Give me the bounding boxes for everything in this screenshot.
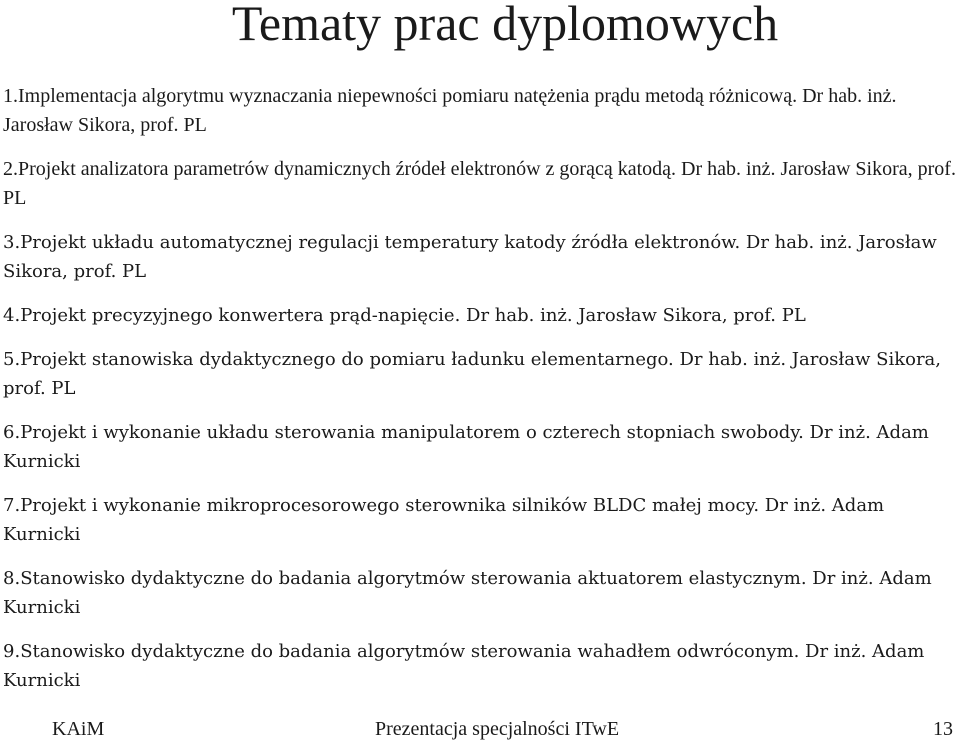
item-text: Projekt i wykonanie mikroprocesorowego sterownika silników BLDC małej mocy. Dr inż. Adam Kurnicki [3, 495, 885, 545]
list-item [3, 345, 958, 403]
list-item [3, 418, 958, 476]
item-text: Stanowisko dydaktyczne do badania algorytmów sterowania wahadłem odwróconym. Dr inż. Adam Kurnicki [3, 641, 925, 691]
item-number: 3. [3, 232, 21, 253]
page-number: 13 [933, 718, 953, 740]
list-item [3, 491, 958, 549]
item-number: 9. [3, 641, 21, 662]
item-text: Projekt układu automatycznej regulacji temperatury katody źródła elektronów. Dr hab. inż. Jarosław Sikora, prof. PL [3, 232, 937, 282]
list-item [3, 228, 958, 286]
item-text: Projekt analizatora parametrów dynamicznych źródeł elektronów z gorącą katodą. Dr hab. inż. Jarosław Sikora, prof. PL [3, 158, 956, 209]
item-number: 8. [3, 568, 21, 589]
thesis-topic-list [3, 82, 958, 710]
item-number: 7. [3, 495, 21, 516]
item-text: Projekt precyzyjnego konwertera prąd-napięcie. Dr hab. inż. Jarosław Sikora, prof. PL [20, 305, 806, 326]
item-text: Implementacja algorytmu wyznaczania niepewności pomiaru natężenia prądu metodą różnicową. Dr hab. inż. Jarosław Sikora, prof. PL [3, 85, 897, 136]
slide-footer [0, 715, 960, 743]
item-number: 2. [3, 158, 18, 180]
list-item [3, 301, 958, 330]
footer-department: KAiM [52, 718, 105, 740]
page-title: Tematy prac dyplomowych [231, 0, 779, 51]
list-item [3, 637, 958, 695]
list-item [3, 82, 958, 140]
item-number: 5. [3, 349, 21, 370]
list-item [3, 564, 958, 622]
item-text: Stanowisko dydaktyczne do badania algorytmów sterowania aktuatorem elastycznym. Dr inż. Adam Kurnicki [3, 568, 932, 618]
item-number: 4. [3, 305, 21, 326]
list-item [3, 155, 958, 213]
item-text: Projekt i wykonanie układu sterowania manipulatorem o czterech stopniach swobody. Dr inż. Adam Kurnicki [3, 422, 929, 472]
footer-presentation-title: Prezentacja specjalności ITwE [375, 718, 620, 740]
item-number: 1. [3, 85, 18, 107]
item-text: Projekt stanowiska dydaktycznego do pomiaru ładunku elementarnego. Dr hab. inż. Jarosław Sikora, prof. PL [3, 349, 941, 399]
item-number: 6. [3, 422, 21, 443]
